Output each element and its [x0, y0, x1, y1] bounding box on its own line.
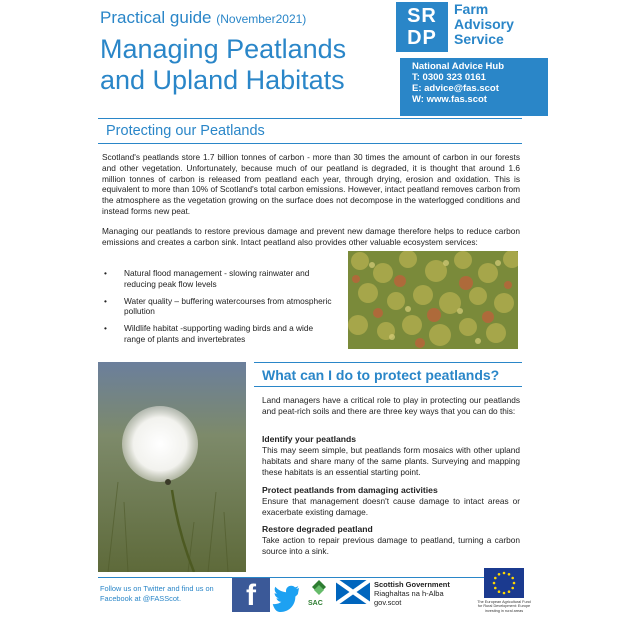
srdp-logo-top: SR [407, 5, 437, 27]
sac-label: SAC [308, 600, 323, 607]
services-list [104, 268, 336, 351]
fas-name-line-3: Service [454, 31, 504, 47]
sphagnum-moss-photo [348, 251, 518, 349]
gov-name-gaelic: Riaghaltas na h-Alba [374, 589, 444, 598]
intro-paragraph: Scotland's peatlands store 1.7 billion tonnes of carbon - more than 30 times the amount of carbon in our forests and other vegetation. Unfortunately, because much of our peatland is degraded, it is thought that around 1.6 million tonnes of carbon is released from peatland each year, through drying, erosion and oxidation. This is equivalent to more than 10% of Scotland's total carbon emissions. However, intact peatland removes carbon from the atmosphere as the vegetation growing on the surface does not decompose in the waterlogged conditions and instead forms new peat. [102, 152, 520, 216]
gov-name-english: Scottish Government [374, 580, 450, 589]
section-heading: What can I do to protect peatlands? [262, 367, 500, 383]
eu-flag-icon [484, 568, 524, 598]
item-text: This may seem simple, but peatlands form mosaics with other upland habitats and share many of the same plants. Surveying and mapping these habitats is an essential starting point. [262, 445, 520, 477]
eu-fund-text: The European Agricultural Fund for Rural Development: Europe investing in rural areas [477, 600, 531, 613]
page-title [100, 34, 346, 96]
item-text: Take action to repair previous damage to peatland, turning a carbon source into a sink. [262, 535, 520, 556]
twitter-icon[interactable] [272, 578, 302, 612]
srdp-logo [396, 2, 448, 52]
guide-type: Practical guide [100, 8, 212, 27]
facebook-icon[interactable]: f [232, 578, 270, 612]
contact-box [400, 58, 548, 116]
item-title: Restore degraded peatland [262, 524, 373, 534]
title-line-2: and Upland Habitats [100, 65, 345, 95]
list-item: • Water quality – buffering watercourses from atmospheric pollution [104, 296, 336, 318]
srdp-logo-bottom: DP [407, 27, 437, 49]
section-heading-bar [254, 362, 522, 387]
section-heading: Protecting our Peatlands [106, 123, 265, 139]
item-title: Protect peatlands from damaging activities [262, 485, 438, 495]
scottish-government-logo [374, 580, 450, 607]
section-intro: Land managers have a critical role to play in protecting our peatlands and peat-rich soils and there are three key ways that you can do this: [262, 395, 520, 416]
guide-date: (November2021) [216, 12, 307, 26]
fas-name-line-1: Farm [454, 1, 489, 17]
fas-logo-text [454, 2, 514, 47]
guide-label [100, 8, 306, 28]
section-heading-bar [98, 118, 522, 144]
fas-name-line-2: Advisory [454, 16, 514, 32]
contact-hub: National Advice Hub [412, 61, 505, 72]
services-paragraph: Managing our peatlands to restore previous damage and prevent new damage therefore helps to reduce carbon emissions and creates a carbon sink. Intact peatland also provides other valuable ecosystem services: [102, 226, 520, 247]
sac-logo [304, 578, 334, 612]
cotton-grass-photo [98, 362, 246, 572]
item-title: Identify your peatlands [262, 434, 357, 444]
social-follow-text: Follow us on Twitter and find us on Facebook at @FASScot. [100, 584, 214, 603]
contact-phone[interactable]: T: 0300 323 0161 [412, 72, 486, 83]
saltire-flag-icon [336, 580, 370, 604]
contact-web[interactable]: W: www.fas.scot [412, 94, 487, 105]
list-item: • Wildlife habitat -supporting wading birds and a wide range of plants and invertebrates [104, 323, 336, 345]
contact-email[interactable]: E: advice@fas.scot [412, 83, 499, 94]
gov-url: gov.scot [374, 598, 402, 607]
list-item: • Natural flood management - slowing rainwater and reducing peak flow levels [104, 268, 336, 290]
item-text: Ensure that management doesn't cause damage to intact areas or exacerbate existing damage. [262, 496, 520, 517]
title-line-1: Managing Peatlands [100, 34, 347, 64]
